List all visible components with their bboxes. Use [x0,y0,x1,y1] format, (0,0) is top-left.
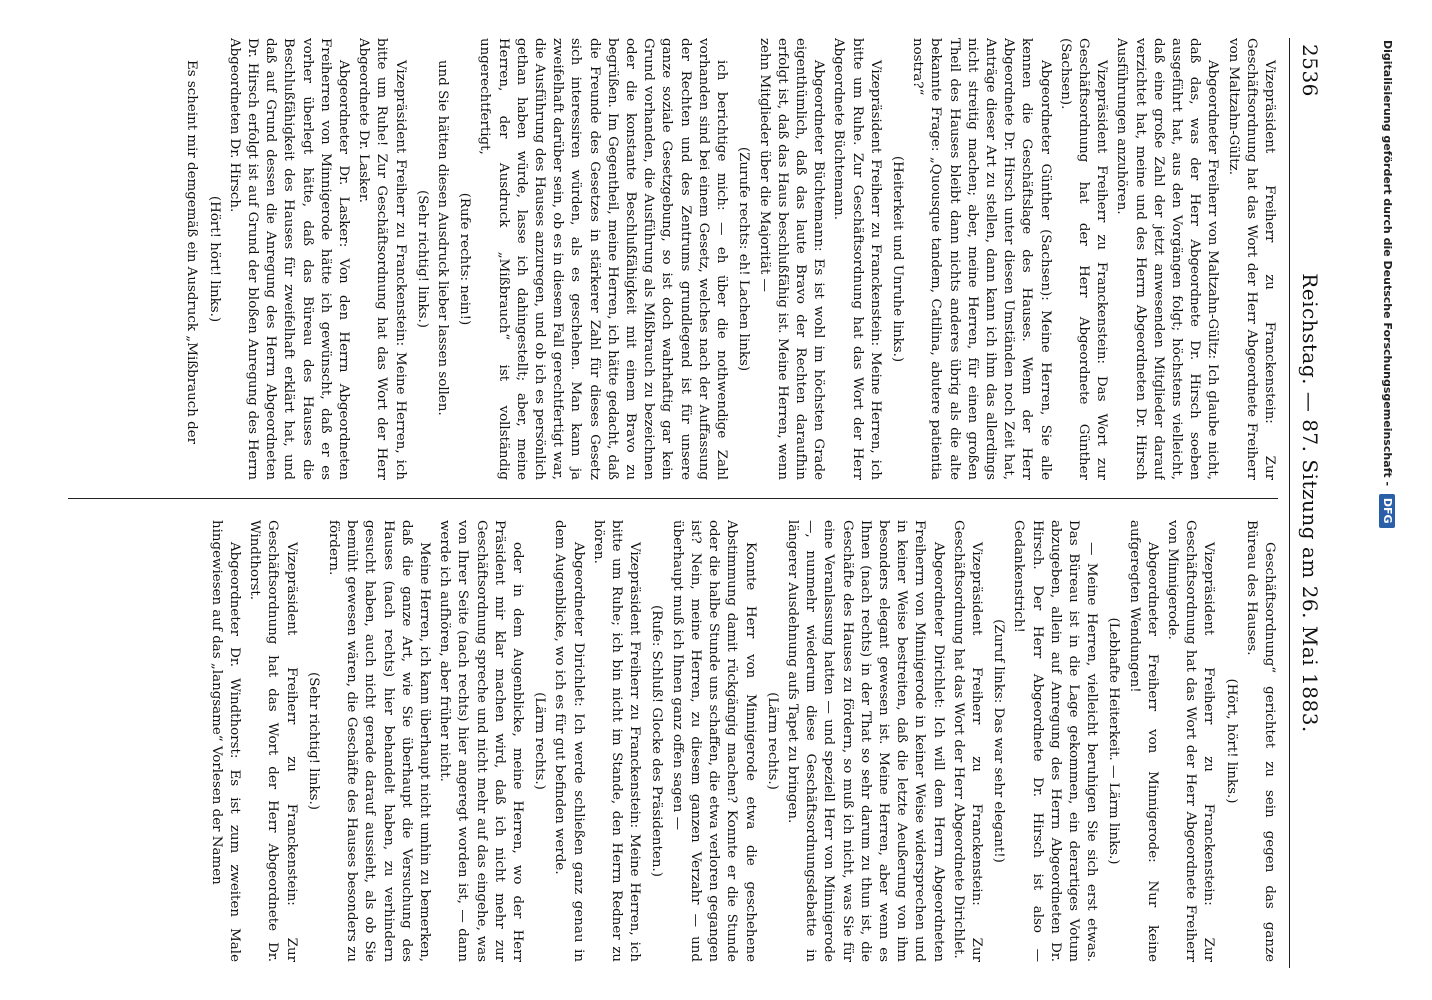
speech-paragraph: Geschäftsordnung“ gerichtet zu sein gegen das ganze Büreau des Hauses. [1243,520,1277,962]
speech-paragraph: Vizepräsident Freiherr zu Franckenstein: Zur Geschäftsordnung hat das Wort der Herr Abgeordnete Dirichlet. [950,520,984,962]
stage-direction: (Zuruf links: Das war sehr elegant!) [991,619,1007,863]
speech-paragraph: Abgeordneter Büchtemann: Es ist wohl im höchsten Grade eigenthümlich, daß das laute Bravo der Rechten daraufhin erfolgt ist, daß das Haus beschlußfähig ist. Meine Herren, wenn zehn Mitglieder über die Majorität — [756,38,827,480]
speech-paragraph: Es scheint mir demgemäß ein Ausdruck „Mißbrauch der [184,60,200,445]
page-header [1289,38,1330,968]
stage-direction: (Hört, hört! links.) [1223,678,1239,804]
speech-paragraph: Vizepräsident Freiherr zu Franckenstein: Zur Geschäftsordnung hat das Wort der Herr Abgeordnete Freiherr von Minnigerode. [1164,520,1217,962]
stage-direction: (Heiterkeit und Unruhe links.) [889,155,905,363]
running-title: Reichstag. — 87. Sitzung am 26. Mai 1883. [1298,273,1322,733]
speech-paragraph: Abgeordneter Günther (Sachsen): Meine Herren, Sie alle kennen die Geschäftslage des Hauses. Wenn der Herr Abgeordnete Dr. Hirsch unter diesen Umständen noch Zeit hat, Anträge dieser Art zu stellen, dann kann ich ihm das allerdings nicht streitig machen; aber, meine Herren, für einen großen Theil des Hauses bleibt dann nichts anderes übrig als die alte bekannte Frage: „Quousque tandem, Catilina, abutere patientia nostra?“ [910,38,1053,480]
text-column-right [68,520,1278,962]
speech-paragraph: oder in dem Augenblicke, meine Herren, wo der Herr Präsident mir klar machen wird, daß ich nicht mehr zur Geschäftsordnung spreche und nicht mehr auf das eingehe, was von Ihrer Seite (nach rechts) hier angeregt worden ist, — dann werde ich aufhören, aber früher nicht. [437,520,526,962]
stage-direction: (Hört! hört! links.) [206,195,222,323]
stage-direction: (Rufe: Schluß! Glocke des Präsidenten.) [649,605,665,877]
page-number: 2536 [1298,44,1322,97]
speech-paragraph: Abgeordneter Dirichlet: Ich will dem Herrn Abgeordneten Freiherrn von Minnigerode in keiner Weise widersprechen und in keiner Weise bestreiten, daß die letzte Aeußerung von ihm besonders elegant gewesen ist. Meine Herren, aber wenn es Ihnen (nach rechts) in der That so sehr darum zu thun ist, die Geschäfte des Hauses zu fördern, so muß ich nicht, was Sie für eine Veranlassung hatten — und speziell Herr von Minnigerode —, nunmehr wiederum diese Geschäftsordnungsdebatte in längerer Ausdehnung aufs Tapet zu bringen. [784,520,946,962]
speech-paragraph: Vizepräsident Freiherr zu Franckenstein: Meine Herren, ich bitte um Ruhe! Zur Geschäftsordnung hat das Wort der Herr Abgeordnete Dr. Lasker. [356,38,408,480]
speech-paragraph: und Sie hätten diesen Ausdruck lieber lassen sollen. [435,60,451,416]
speech-paragraph: — Meine Herren, vielleicht beruhigen Sie sich erst etwas. Das Büreau ist in die Lage gekommen, ein derartiges Votum abzugeben, allein auf Anregung des Herrn Abgeordneten Dr. Hirsch. Der Herr Abgeordnete Dr. Hirsch ist also — Gedankenstrich! [1011,520,1100,962]
speech-paragraph: Meine Herren, ich kann überhaupt nicht umhin zu bemerken, daß die ganze Art, wie Sie überhaupt die Versuchung des Hauses (nach rechts) hier behandelt haben, zu verhindern gesucht haben, auch nicht gerade darauf aussieht, als ob Sie bemüht gewesen wären, die Geschäfte des Hauses besonders zu fördern. [326,520,433,962]
speech-paragraph: Vizepräsident Freiherr zu Franckenstein: Meine Herren, ich bitte um Ruhe. Zur Geschäftsordnung hat das Wort der Herr Abgeordnete Büchtemann. [831,38,883,480]
stage-direction: (Lärm rechts.) [532,692,548,790]
scanned-page [60,38,1330,968]
speech-paragraph: Abgeordneter Freiherr von Maltzahn-Gültz: Ich glaube nicht, daß das, was der Herr Abgeordnete Dr. Hirsch soeben ausgeführt hat, aus den Vorgängen folgt; höchstens vielleicht, daß eine große Zahl der jetzt anwesenden Mitglieder darauf verzichtet hat, meine und des Herrn Abgeordneten Dr. Hirsch Ausführungen anzuhören. [1114,38,1221,480]
credit-text: Digitalisierung gefördert durch die Deutsche Forschungsgemeinschaft - [1381,40,1394,487]
stage-direction: (Rufe rechts: nein!) [457,192,473,326]
dfg-logo: DFG [1379,494,1395,528]
stage-direction: (Zurufe rechts: eh! Lachen links) [736,146,752,372]
stage-direction: (Sehr richtig! links.) [305,672,321,810]
column-divider [68,498,1278,499]
speech-paragraph: Abgeordneter Freiherr von Minnigerode: Nur keine aufgeregten Wendungen! [1126,520,1160,962]
speech-paragraph: Abgeordneter Dr. Windthorst: Es ist zum zweiten Male hingewiesen auf das „langsame“ Vorlesen der Namen [208,520,243,962]
speech-paragraph: Konnte Herr von Minnigerode etwa die geschehene Abstimmung damit rückgängig machen? Konnte er die Stunde oder die halbe Stunde uns schaffen, die etwa verloren gegangen ist? Nein, meine Herren, zu diesem ganzen Verzahr — und überhaupt muß ich Ihnen ganz offen sagen — [669,520,758,962]
text-column-left [68,38,1278,480]
speech-paragraph: ich berichtige mich: — eh über die nothwendige Zahl vorhanden sind bei einem Gesetz, welches nach der Auffassung der Rechten und des Zentrums grundlegend ist für unsere ganze soziale Gesetzgebung, so ist doch wahrhaftig gar kein Grund vorhanden, die Ausführung als Mißbrauch zu bezeichnen oder die konstante Beschlußfähigkeit mit einem Bravo zu begrüßen. Im Gegentheil, meine Herren, ich hätte gedacht, daß die Freunde des Gesetzes in stärkerer Zahl für dieses Gesetz sich interessiren würden, als es geschehen. Man kann ja zweifelhaft darüber sein, ob es in diesem Fall gerechtfertigt war, die Ausführung des Hauses anzuregen, und ob ich es persönlich gethan haben würde, lasse ich dahingestellt; aber, meine Herren, der Ausdruck „Mißbrauch“ ist vollständig ungerechtfertigt, [477,38,730,480]
speech-paragraph: Vizepräsident Freiherr zu Franckenstein: Das Wort zur Geschäftsordnung hat der Herr Abgeordnete Günther (Sachsen). [1057,38,1110,480]
stage-direction: (Lebhafte Heiterkeit. — Lärm links.) [1106,617,1122,865]
stage-direction: (Sehr richtig! links.) [414,190,430,328]
speech-paragraph: Abgeordneter Dirichlet: Ich werde schließen ganz genau in dem Augenblicke, wo ich es für gut befinden werde. [552,520,586,962]
speech-paragraph: Vizepräsident Freiherr zu Franckenstein: Meine Herren, ich bitte um Ruhe; ich bin nicht im Stande, den Herrn Redner zu hören. [590,520,643,962]
speech-paragraph: Vizepräsident Freiherr zu Franckenstein: Zur Geschäftsordnung hat das Wort der Herr Abgeordnete Freiherr von Maltzahn-Gültz. [1225,38,1277,480]
speech-paragraph: Vizepräsident Freiherr zu Franckenstein: Zur Geschäftsordnung hat das Wort der Herr Abgeordnete Dr. Windthorst. [247,520,299,962]
stage-direction: (Lärm rechts.) [764,692,780,790]
speech-paragraph: Abgeordneter Dr. Lasker: Von den Herrn Abgeordneten Freiherren von Minnigerode hätte ich gewünscht, daß er es vorher überlegt hätte, daß das Büreau des Hauses die Beschlußfähigkeit des Hauses für zweifelhaft erklärt hat, und daß auf Grund dessen die Anregung des Herrn Abgeordneten Dr. Hirsch erfolgt ist auf Grund der bloßen Anregung des Herrn Abgeordneten Dr. Hirsch. [226,38,352,480]
